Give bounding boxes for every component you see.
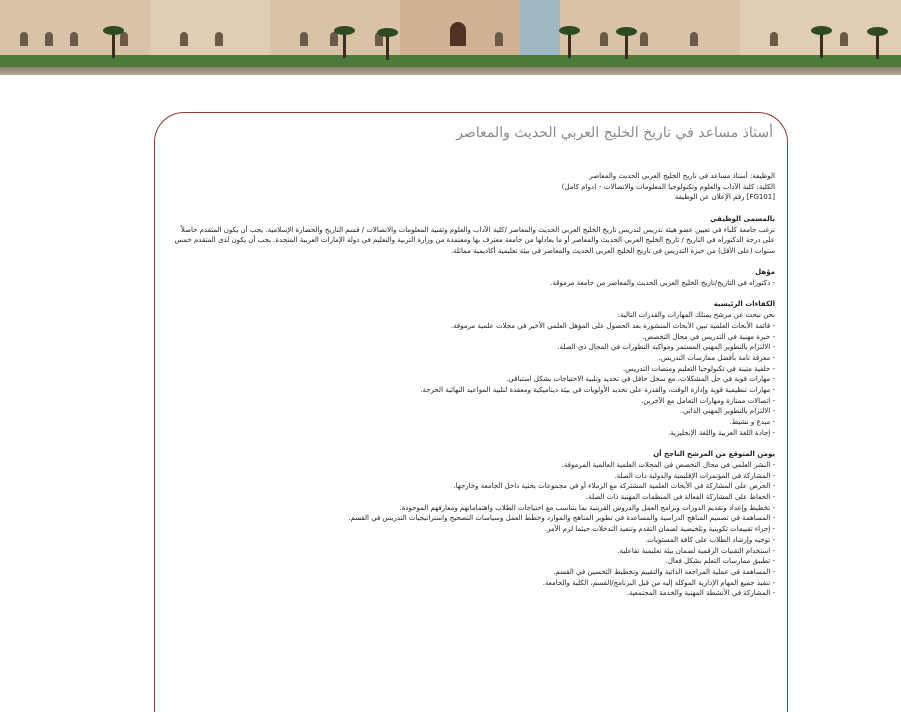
list-item: - تطبيق ممارسات التعلم بشكل فعال. [665,557,775,566]
list-item: - قائمة الأبحاث العلمية تبين الأبحاث المنشورة بعد الحصول على المؤهل العلمي الأخير في مجلات علمية مرموقة. [450,321,775,330]
list-item: - إجراء تقييمات تكوينية وتلخيصية لضمان التقدم وتنفيذ التدخلات حيثما لزم الأمر. [544,525,775,534]
list-item: - خبرة مهنية في التدريس في مجال التخصص. [642,332,775,341]
list-item: - توجيه وإرشاد الطلاب على كافة المستويات. [645,535,775,544]
competencies-heading: الكفاءات الرئيسية [713,300,775,309]
list-item: - المساهمة في عملية المراجعة الذاتية والتقييم وتخطيط التحسين في القسم. [553,567,775,576]
list-item: - الحفاظ على المشاركة الفعالة في المنظمات المهنية ذات الصلة. [586,493,775,502]
list-item: - المشاركة في المؤتمرات الإقليمية والدولية ذات الصلة. [614,471,775,480]
list-item: - اتصالات ممتازة ومهارات التعامل مع الآخرين. [641,396,775,405]
list-item: - تنفيذ جميع المهام الإدارية الموكلة إليه من قبل البرنامج/القسم، الكلية والجامعة. [542,578,775,587]
competencies-intro: نحن نبحث عن مرشح يمتلك المهارات والقدرات التالية: [617,311,775,320]
list-item: - المشاركة في الأنشطة المهنية والخدمة المجتمعية. [626,589,775,598]
list-item: - معرفة تامة بأفضل ممارسات التدريس. [658,353,775,362]
summary-heading: بالمسمى الوظيفي [710,214,775,223]
list-item: - المساهمة في تصميم المناهج الدراسية والمساعدة في تطوير المناهج والموارد وخطط العمل وسياسات التصحيح واستراتيجيات التدريس في القسم. [348,514,775,523]
position-line: الوظيفة: أستاذ مساعد في تاريخ الخليج العربي الحديث والمعاصر [589,172,775,180]
job-posting-panel [154,112,788,712]
list-item: - النشر العلمي في مجال التخصص في المجلات العلمية العالمية المرموقة. [561,460,775,469]
page-title: أستاذ مساعد في تاريخ الخليج العربي الحديث والمعاصر [456,125,773,141]
list-item: - استخدام التقنيات الرقمية لضمان بيئة تعليمية تفاعلية. [617,546,775,555]
job-description [171,171,775,599]
list-item: - إجادة اللغة العربية واللغة الإنجليزية. [667,428,775,437]
list-item: - الالتزام بالتطوير المهني المستمر ومواكبة التطورات في المجال ذي الصلة. [557,343,775,352]
list-item: - مبدع و نشيط. [729,418,775,427]
competencies-list [171,321,775,439]
list-item: - خلفية متينة في تكنولوجيا التعليم ومنصات التدريس. [622,364,775,373]
list-item: - مهارات قوية في حل المشكلات، مع سجل حافل في تحديد وتلبية الاحتياجات بشكل استباقي. [506,375,775,384]
reference-line: [FG101] رقم الإعلان عن الوظيفة [674,193,775,202]
qualifications-list [171,278,775,289]
list-item: - تخطيط وإعداد وتقديم الدورات وبرامج العمل والدروس القرينية بما يتناسب مع احتياجات الطلاب واهتماماتهم ومعارفهم الموجودة. [399,503,775,512]
expectations-list [171,460,775,599]
campus-banner-image [0,0,901,75]
list-item: - الحرص على المشاركة في الأبحاث العلمية المشتركة مع الزملاء أو في مجموعات بحثية داخل الجامعة وخارجها. [453,482,775,491]
list-item: - مهارات تنظيمية قوية وإدارة الوقت، والقدرة على تحديد الأولويات في بيئة ديناميكية ومعقدة لتلبية المواعيد النهائية الحرجة. [420,386,775,395]
expectations-heading: يومن المتوقع من المرشح الناجح أن [653,450,775,459]
summary-text: ترغب جامعة كلباء في تعيين عضو هيئة تدريس لتدريس تاريخ الخليج العربي الحديث والمعاصر /كلية الآداب والعلوم وتقنية المعلومات والاتصالات / قسم التاريخ والحضارة الإسلامية. يجب أن يكون المتقدم حاصلاً على درجة الدكتوراه في التاريخ / تاريخ الخليج العربي الحديث والمعاصر أو ما يعادلها من جامعة معترف بها ومعتمدة من وزارة التربية والتعليم في دولة الإمارات العربية المتحدة. يجب أن يكون لدى المتقدم خمس سنوات (على الأقل) من خبرة التدريس في تاريخ الخليج العربي الحديث والمعاصر في بيئة تعليمية أكاديمية مماثلة. [174,225,775,255]
list-item: - دكتوراه في التاريخ/تاريخ الخليج العربي الحديث والمعاصر من جامعة مرموقة. [550,279,775,287]
college-line: الكلية: كلية الآداب والعلوم وتكنولوجيا المعلومات والاتصالات - (دوام كامل) [561,182,775,191]
qualifications-heading: مؤهل [755,268,775,277]
list-item: - الالتزام بالتطوير المهني الذاتي. [680,407,775,416]
